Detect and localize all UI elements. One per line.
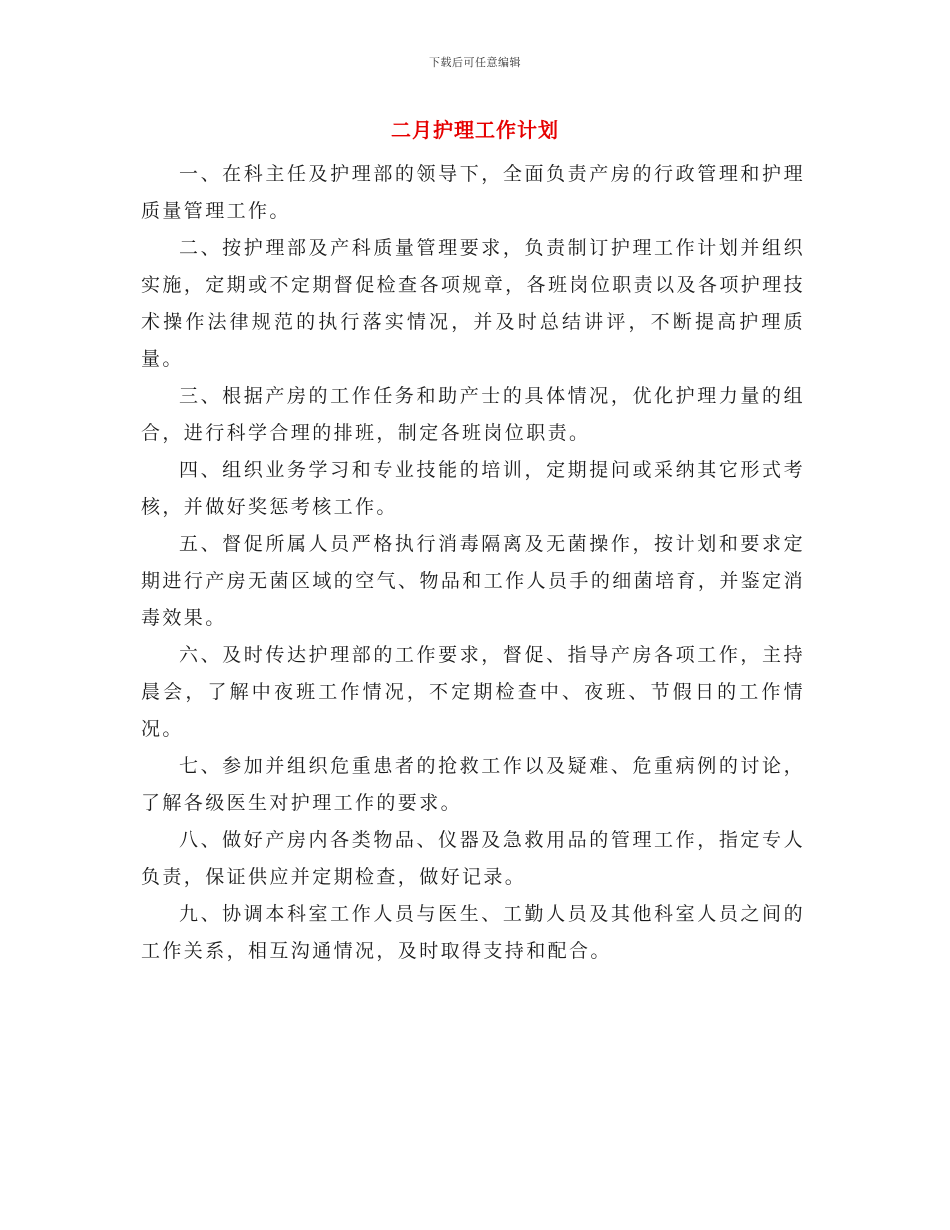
paragraph-8: 八、做好产房内各类物品、仪器及急救用品的管理工作，指定专人负责，保证供应并定期检查，做好记录。 — [141, 829, 805, 888]
paragraph-7: 七、参加并组织危重患者的抢救工作以及疑难、危重病例的讨论，了解各级医生对护理工作的要求。 — [141, 755, 805, 814]
page-title: 二月护理工作计划 — [391, 118, 559, 142]
document-body — [141, 156, 805, 970]
paragraph-2: 二、按护理部及产科质量管理要求，负责制订护理工作计划并组织实施，定期或不定期督促检查各项规章，各班岗位职责以及各项护理技术操作法律规范的执行落实情况，并及时总结讲评，不断提高护理质量。 — [141, 237, 805, 370]
header-note: 下载后可任意编辑 — [429, 56, 521, 69]
paragraph-5: 五、督促所属人员严格执行消毒隔离及无菌操作，按计划和要求定期进行产房无菌区域的空气、物品和工作人员手的细菌培育，并鉴定消毒效果。 — [141, 533, 805, 629]
paragraph-1: 一、在科主任及护理部的领导下，全面负责产房的行政管理和护理质量管理工作。 — [141, 163, 805, 222]
paragraph-3: 三、根据产房的工作任务和助产士的具体情况，优化护理力量的组合，进行科学合理的排班，制定各班岗位职责。 — [141, 385, 805, 444]
paragraph-6: 六、及时传达护理部的工作要求，督促、指导产房各项工作，主持晨会，了解中夜班工作情况，不定期检查中、夜班、节假日的工作情况。 — [141, 644, 805, 740]
paragraph-9: 九、协调本科室工作人员与医生、工勤人员及其他科室人员之间的工作关系，相互沟通情况，及时取得支持和配合。 — [141, 903, 805, 962]
paragraph-4: 四、组织业务学习和专业技能的培训，定期提问或采纳其它形式考核，并做好奖惩考核工作。 — [141, 459, 805, 518]
